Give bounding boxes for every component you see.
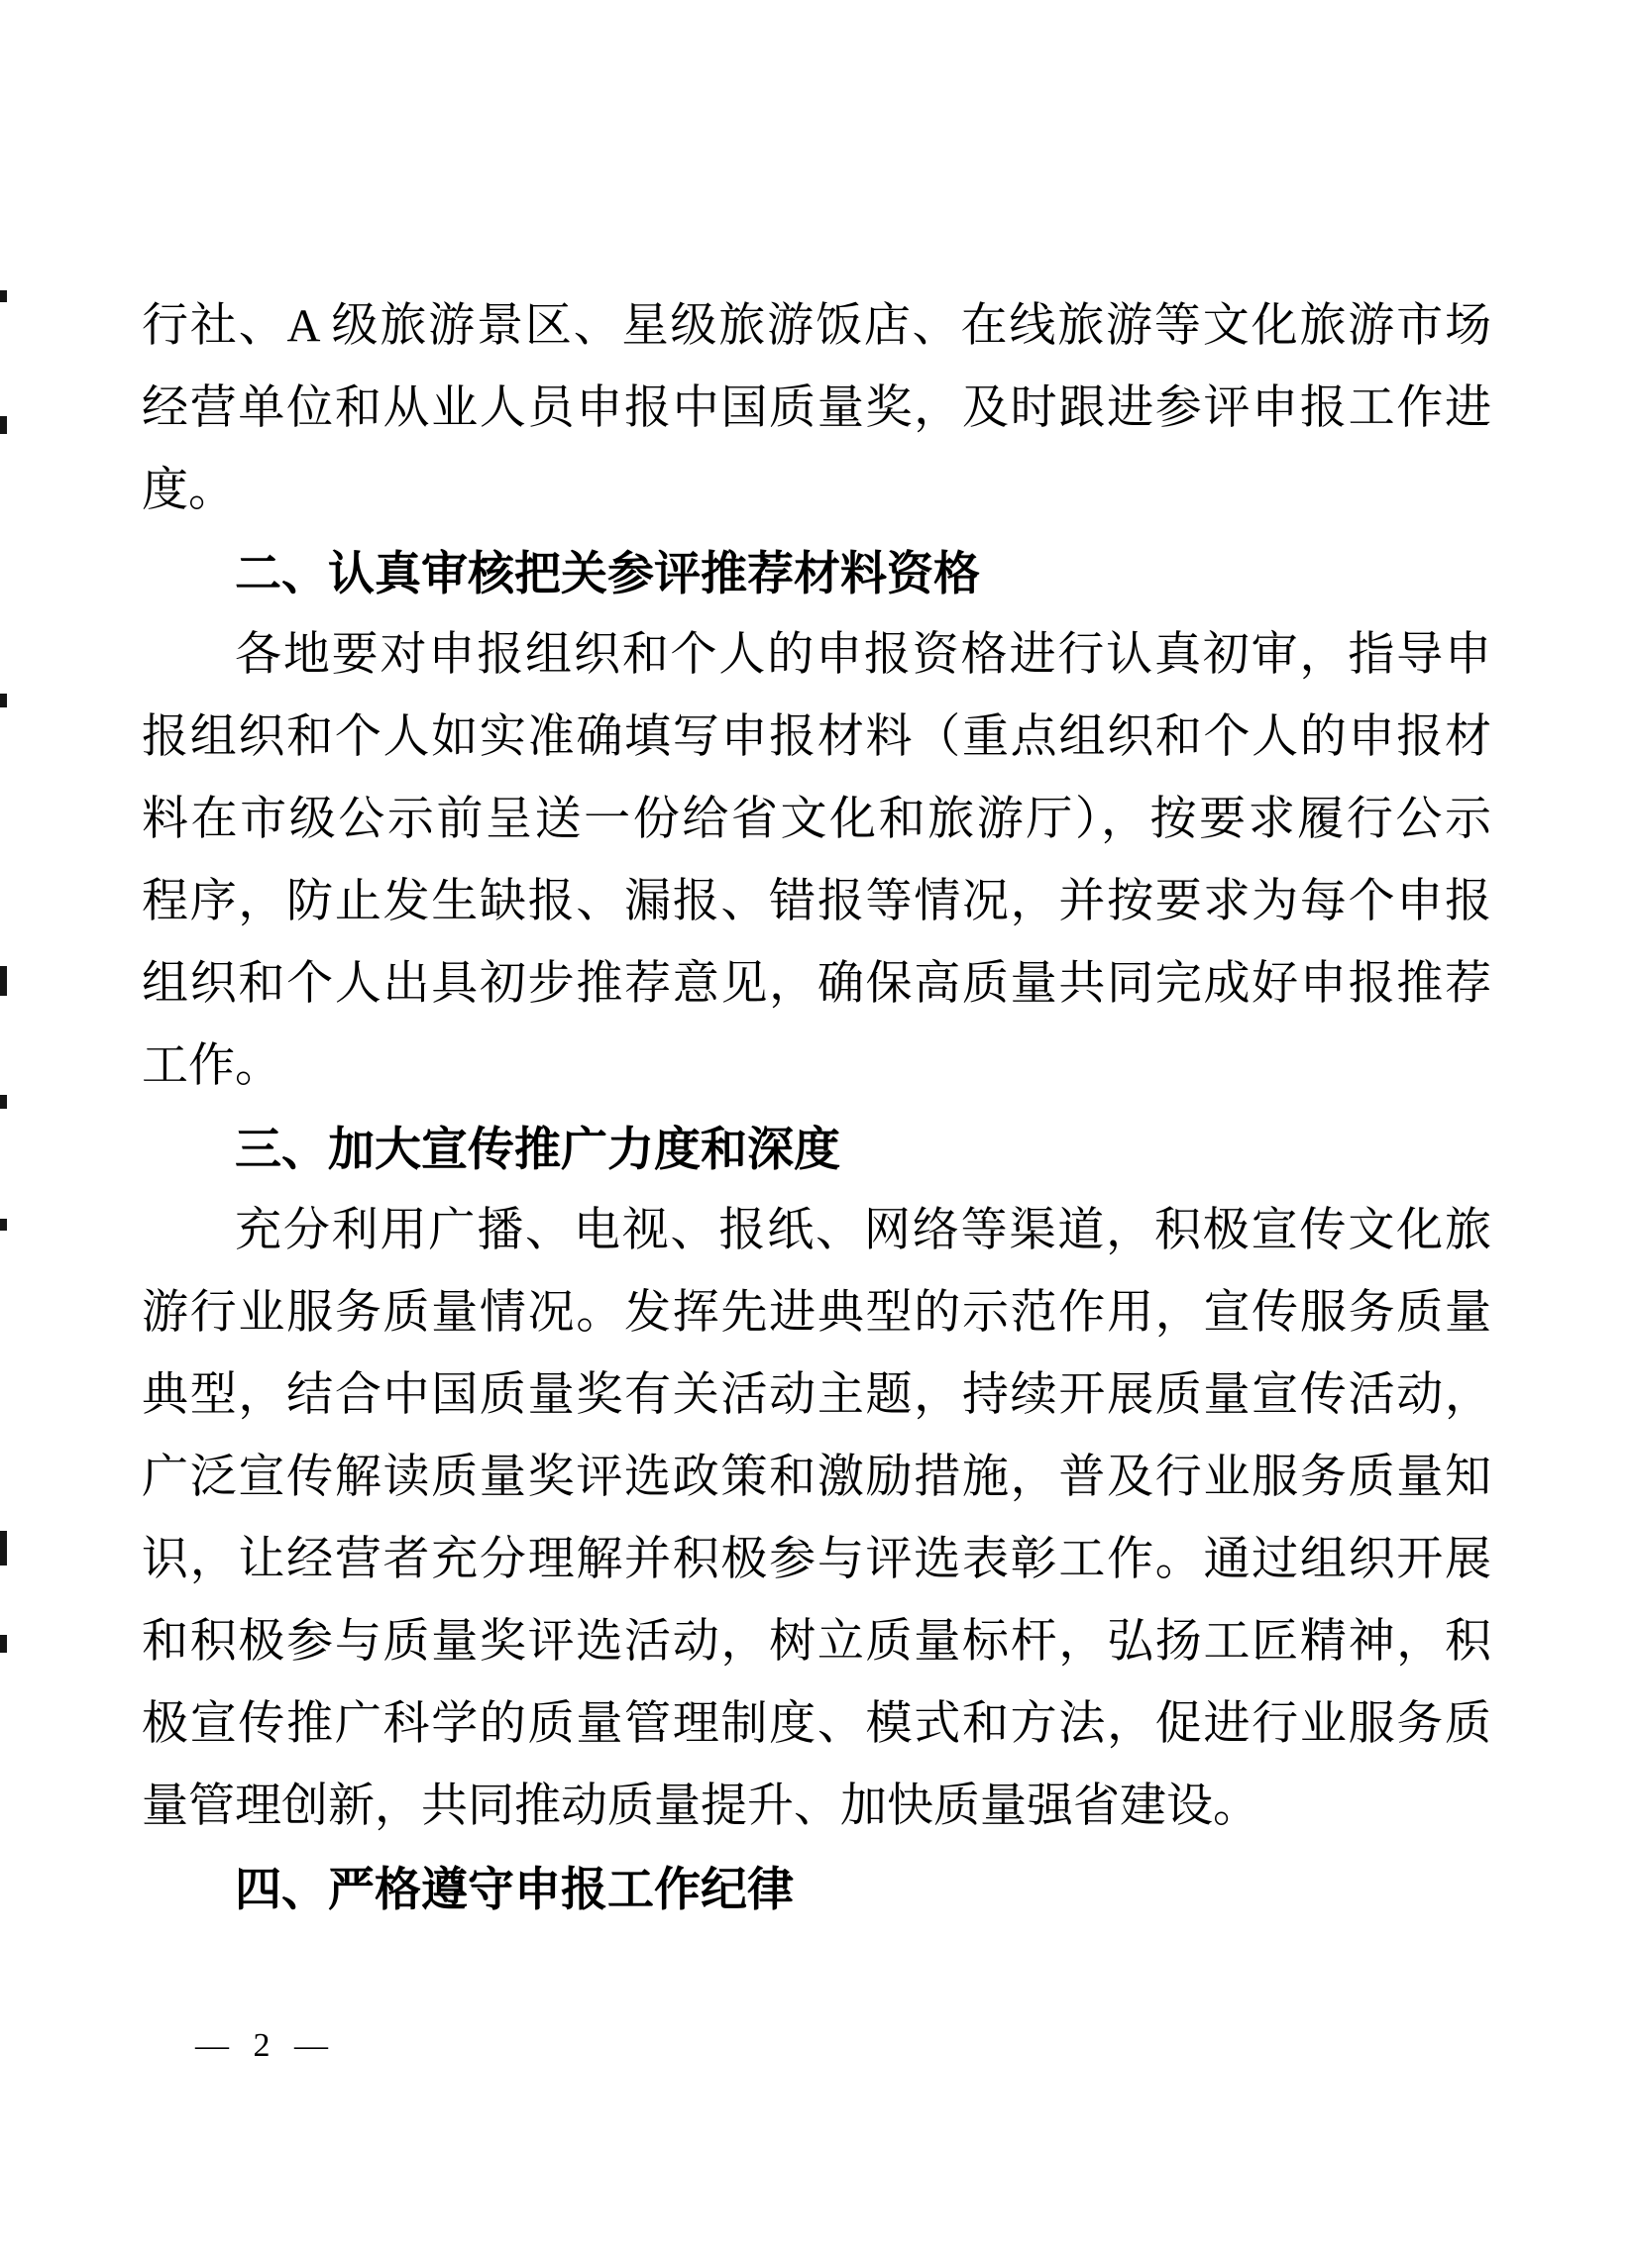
text-line: 组织和个人出具初步推荐意见，确保高质量共同完成好申报推荐 bbox=[142, 958, 1491, 1010]
text-line: 游行业服务质量情况。发挥先进典型的示范作用，宣传服务质量 bbox=[142, 1287, 1491, 1339]
text-line: 量管理创新，共同推动质量提升、加快质量强省建设。 bbox=[142, 1781, 1259, 1832]
text-line: 典型，结合中国质量奖有关活动主题，持续开展质量宣传活动， bbox=[142, 1369, 1491, 1421]
scan-artifact-mark bbox=[0, 1095, 7, 1109]
text-line: 报组织和个人如实准确填写申报材料（重点组织和个人的申报材 bbox=[142, 711, 1491, 763]
text-line: 极宣传推广科学的质量管理制度、模式和方法，促进行业服务质 bbox=[142, 1698, 1491, 1750]
text-line: 程序，防止发生缺报、漏报、错报等情况，并按要求为每个申报 bbox=[142, 876, 1491, 927]
section-heading: 三、加大宣传推广力度和深度 bbox=[235, 1123, 840, 1175]
text-line: 充分利用广播、电视、报纸、网络等渠道，积极宣传文化旅 bbox=[235, 1205, 1491, 1256]
scan-artifact-mark bbox=[0, 966, 7, 996]
text-line: 和积极参与质量奖评选活动，树立质量标杆，弘扬工匠精神，积 bbox=[142, 1616, 1491, 1668]
text-line: 工作。 bbox=[142, 1040, 281, 1092]
text-line: 度。 bbox=[142, 465, 235, 516]
text-line: 经营单位和从业人员申报中国质量奖，及时跟进参评申报工作进 bbox=[142, 382, 1491, 434]
scan-artifact-mark bbox=[0, 1635, 7, 1653]
document-body bbox=[142, 285, 1491, 1930]
section-heading: 二、认真审核把关参评推荐材料资格 bbox=[235, 547, 980, 599]
scan-artifact-mark bbox=[0, 694, 7, 707]
text-line: 广泛宣传解读质量奖评选政策和激励措施，普及行业服务质量知 bbox=[142, 1452, 1491, 1503]
text-line: 各地要对申报组织和个人的申报资格进行认真初审，指导申 bbox=[235, 629, 1491, 681]
scan-artifact-mark bbox=[0, 290, 7, 302]
page-number: — 2 — bbox=[195, 2027, 336, 2064]
text-line: 料在市级公示前呈送一份给省文化和旅游厅），按要求履行公示 bbox=[142, 794, 1491, 845]
scan-artifact-mark bbox=[0, 1219, 7, 1231]
text-line: 行社、A 级旅游景区、星级旅游饭店、在线旅游等文化旅游市场 bbox=[142, 300, 1491, 352]
scan-artifact-mark bbox=[0, 1531, 7, 1566]
section-heading: 四、严格遵守申报工作纪律 bbox=[235, 1863, 794, 1915]
scan-artifact-mark bbox=[0, 416, 7, 434]
text-line: 识，让经营者充分理解并积极参与评选表彰工作。通过组织开展 bbox=[142, 1534, 1491, 1585]
